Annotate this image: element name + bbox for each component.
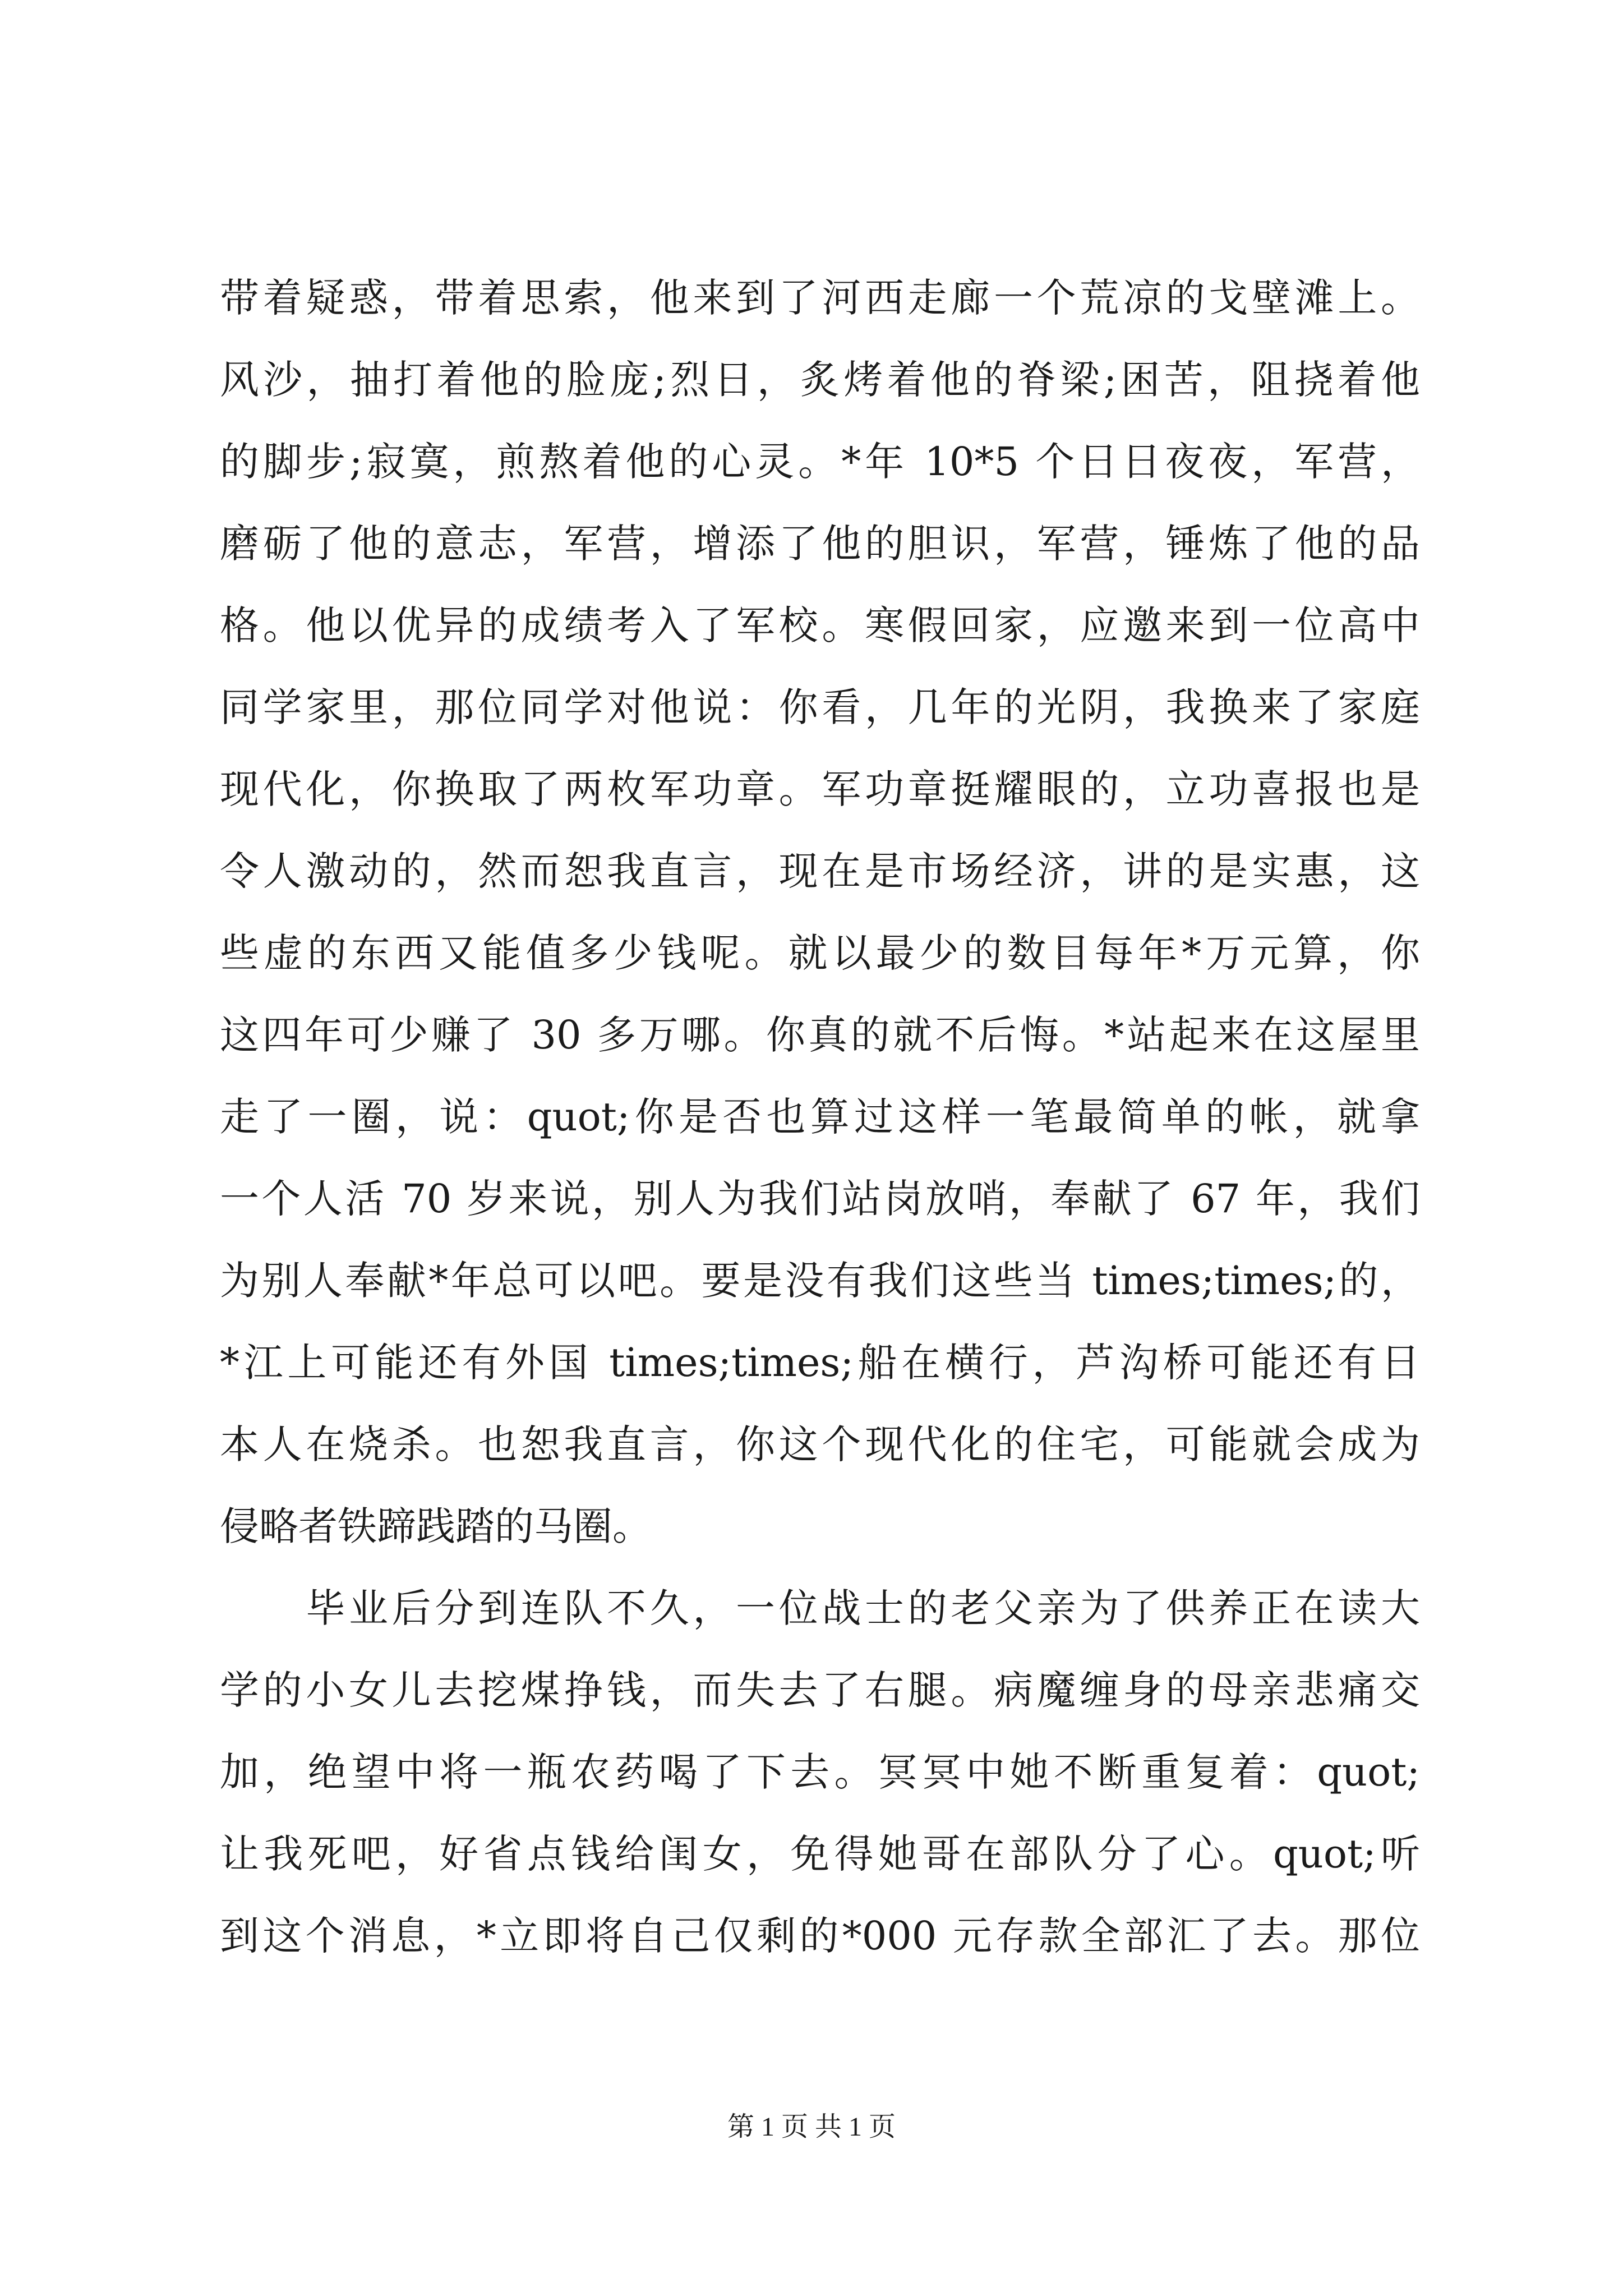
paragraph-2 xyxy=(220,1567,1420,1977)
text-line: 走了一圈，说：quot;你是否也算过这样一笔最简单的帐，就拿 xyxy=(220,1094,1420,1140)
text-line: *江上可能还有外国 times;times;船在横行，芦沟桥可能还有日 xyxy=(220,1340,1420,1386)
text-line: 学的小女儿去挖煤挣钱，而失去了右腿。病魔缠身的母亲悲痛交 xyxy=(220,1667,1420,1713)
text-line: 令人激动的，然而恕我直言，现在是市场经济，讲的是实惠，这 xyxy=(220,848,1420,894)
text-line: 到这个消息，*立即将自己仅剩的*000 元存款全部汇了去。那位 xyxy=(220,1913,1420,1959)
text-line: 带着疑惑，带着思索，他来到了河西走廊一个荒凉的戈壁滩上。 xyxy=(220,275,1420,321)
text-line: 同学家里，那位同学对他说：你看，几年的光阴，我换来了家庭 xyxy=(220,684,1420,730)
text-line: 的脚步;寂寞，煎熬着他的心灵。*年 10*5 个日日夜夜，军营， xyxy=(220,439,1420,485)
text-line: 一个人活 70 岁来说，别人为我们站岗放哨，奉献了 67 年，我们 xyxy=(220,1176,1420,1222)
page-footer xyxy=(0,2110,1623,2144)
text-line: 现代化，你换取了两枚军功章。军功章挺耀眼的，立功喜报也是 xyxy=(220,766,1420,812)
text-line: 些虚的东西又能值多少钱呢。就以最少的数目每年*万元算，你 xyxy=(220,930,1420,976)
paragraph-1 xyxy=(220,257,1420,1567)
text-line: 加，绝望中将一瓶农药喝了下去。冥冥中她不断重复着：quot; xyxy=(220,1749,1420,1795)
text-line: 风沙，抽打着他的脸庞;烈日，炙烤着他的脊梁;困苦，阻挠着他 xyxy=(220,357,1420,403)
text-line: 为别人奉献*年总可以吧。要是没有我们这些当 times;times;的， xyxy=(220,1258,1420,1304)
text-line: 让我死吧，好省点钱给闺女，免得她哥在部队分了心。quot;听 xyxy=(220,1831,1420,1877)
text-line: 这四年可少赚了 30 多万哪。你真的就不后悔。*站起来在这屋里 xyxy=(220,1012,1420,1058)
text-line: 毕业后分到连队不久，一位战士的老父亲为了供养正在读大 xyxy=(220,1585,1420,1631)
text-line: 格。他以优异的成绩考入了军校。寒假回家，应邀来到一位高中 xyxy=(220,602,1420,648)
text-line: 磨砺了他的意志，军营，增添了他的胆识，军营，锤炼了他的品 xyxy=(220,521,1420,567)
text-line: 本人在烧杀。也恕我直言，你这个现代化的住宅，可能就会成为 xyxy=(220,1421,1420,1467)
page-number-label: 第 1 页 共 1 页 xyxy=(727,2112,896,2142)
document-body xyxy=(220,257,1420,1977)
text-line: 侵略者铁蹄践踏的马圈。 xyxy=(220,1503,652,1549)
